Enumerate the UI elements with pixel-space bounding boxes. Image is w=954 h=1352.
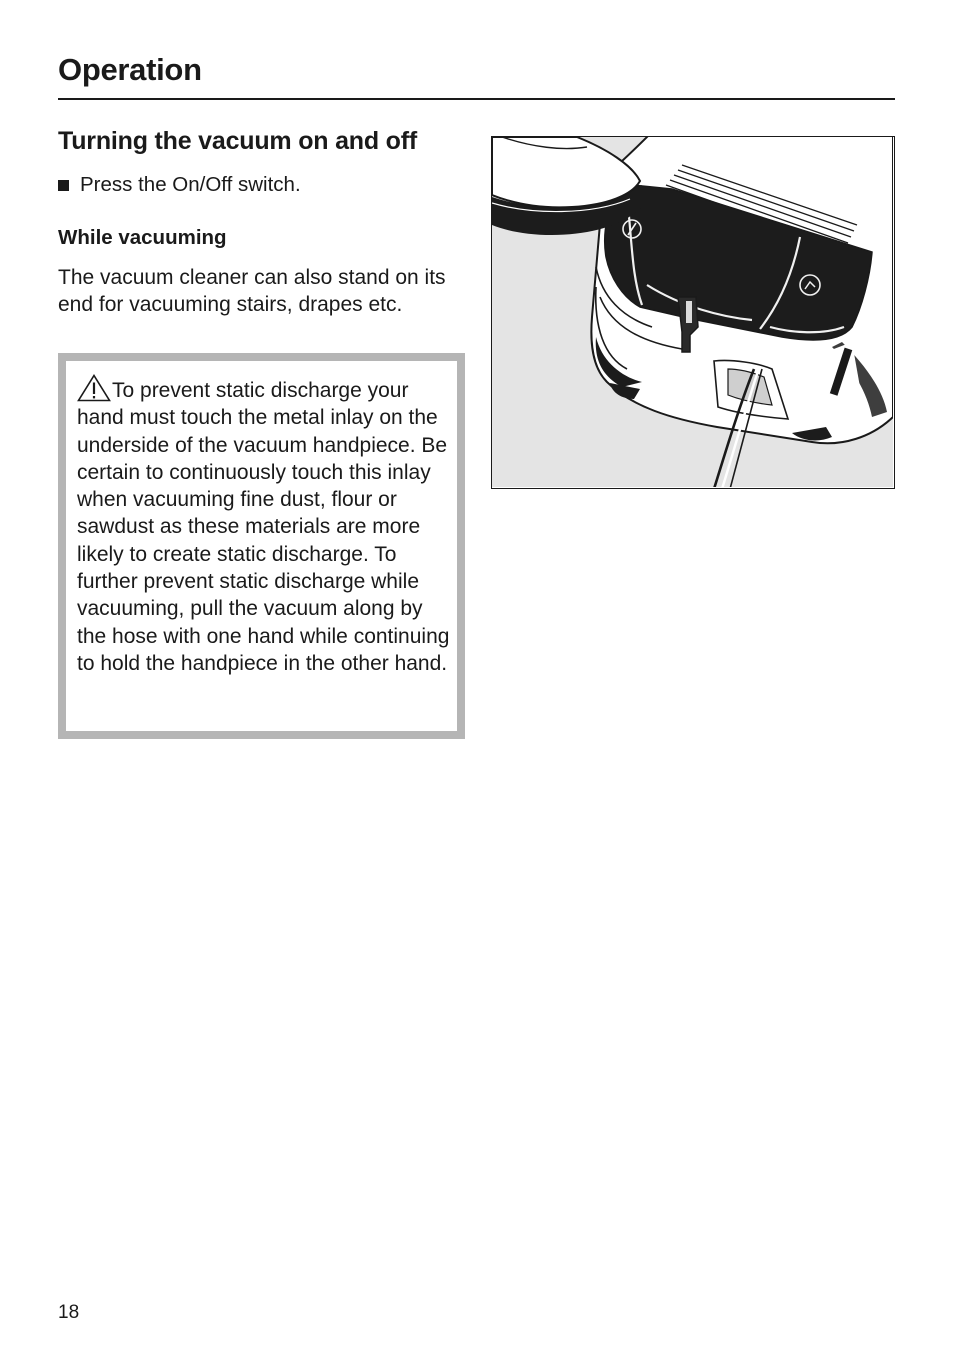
page-number: 18	[58, 1302, 80, 1323]
warning-paragraph	[77, 374, 451, 677]
section-divider	[58, 98, 895, 100]
vacuum-illustration	[491, 136, 895, 489]
warning-text: To prevent static discharge your hand must touch the metal inlay on the underside of the vacuum handpiece. Be certain to continuously touch this inlay when vacuuming fine dust, flour or sawdust as these materials are more likely to create static discharge. To further prevent static discharge while vacuuming, pull the vacuum along by the hose with one hand while continuing to hold the handpiece in the other hand.	[77, 379, 450, 675]
heading-turning-on-off: Turning the vacuum on and off	[58, 127, 417, 155]
body-paragraph: The vacuum cleaner can also stand on its end for vacuuming stairs, drapes etc.	[58, 266, 446, 317]
section-title: Operation	[58, 52, 202, 87]
instruction-item	[58, 171, 301, 198]
bullet-square-icon	[58, 180, 69, 191]
warning-triangle-icon	[77, 374, 111, 402]
subheading-while-vacuuming: While vacuuming	[58, 226, 227, 249]
warning-box	[58, 353, 465, 739]
instruction-text: Press the On/Off switch.	[80, 173, 301, 196]
vacuum-drawing	[492, 137, 893, 487]
